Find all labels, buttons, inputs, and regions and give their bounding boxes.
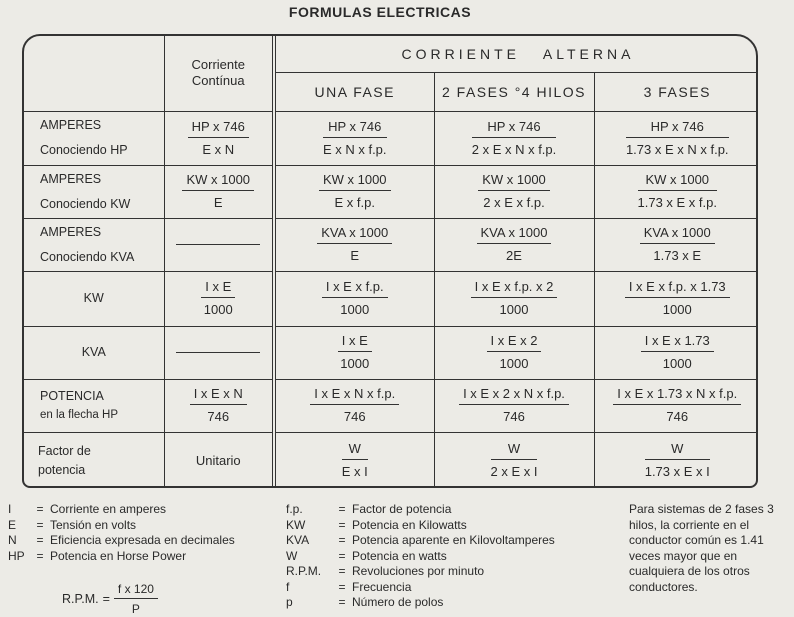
fraction-numerator: I x E x 2: [487, 332, 542, 352]
cell-cc: [164, 111, 274, 165]
row-label-line1: AMPERES: [40, 171, 102, 186]
fraction-denominator: 1.73 x E x f.p.: [637, 195, 717, 210]
row-label-line2: Conociendo KVA: [40, 249, 135, 264]
cell-cc: [164, 326, 274, 379]
fraction-numerator: W: [645, 440, 710, 460]
fraction-denominator: 1000: [340, 302, 370, 317]
header-corner: [24, 36, 164, 111]
rpm-equals: =: [102, 592, 110, 606]
legend-symbol: KW: [286, 517, 306, 532]
legend-item: [286, 564, 555, 580]
legend-description: Factor de potencia: [352, 502, 452, 516]
row-label-line1: AMPERES: [40, 118, 102, 132]
legend-description: Corriente en amperes: [50, 502, 167, 516]
legend-equals: =: [338, 517, 346, 532]
legend-symbol: R.P.M.: [286, 564, 322, 578]
header-2-fases: 2 FASES °4 HILOS: [434, 72, 594, 111]
legend-item: [286, 518, 555, 534]
legend-equals: =: [338, 533, 346, 547]
legend-description: Potencia aparente en Kilovoltamperes: [352, 533, 555, 547]
cell-2-fases: [434, 326, 594, 379]
row-label: [24, 165, 164, 218]
header-cc-line2: Contínua: [191, 73, 245, 89]
legend-middle: [286, 502, 555, 611]
header-corriente-alterna: CORRIENTE ALTERNA: [274, 36, 758, 72]
header-corriente-continua: [164, 36, 274, 111]
row-label-line1: Factor de: [38, 443, 91, 458]
fraction-denominator: 1000: [662, 302, 692, 317]
table-row: [24, 379, 758, 432]
legend-equals: =: [338, 595, 346, 609]
page-title: FORMULAS ELECTRICAS: [288, 4, 472, 20]
cell-cc: Unitario: [164, 432, 274, 488]
cell-una-fase: [274, 432, 434, 488]
fraction-denominator: E x N: [202, 141, 235, 157]
rpm-label: R.P.M.: [62, 592, 99, 606]
table-row: [24, 218, 758, 271]
legend-equals: =: [36, 502, 44, 516]
row-label-line2: en la flecha HP: [40, 408, 118, 421]
fraction-denominator: 2 x E x I: [490, 464, 538, 480]
cell-3-fases: [594, 326, 758, 379]
fraction-denominator: 746: [666, 409, 689, 424]
fraction-denominator: E x N x f.p.: [322, 141, 387, 157]
row-label-line2: Conociendo KW: [40, 196, 131, 211]
legend-description: Potencia en Kilowatts: [352, 517, 467, 532]
table-row: [24, 111, 758, 165]
legend-item: [286, 502, 555, 518]
fraction-denominator: 1.73 x E x I: [644, 464, 710, 480]
cell-3-fases: [594, 111, 758, 165]
fraction-denominator: 1.73 x E x N x f.p.: [625, 141, 729, 157]
cell-3-fases: [594, 379, 758, 432]
legend-symbol: W: [286, 548, 298, 563]
legend-equals: =: [36, 517, 44, 532]
cell-2-fases: [434, 379, 594, 432]
fraction-numerator: W: [342, 440, 368, 460]
cell-una-fase: [274, 271, 434, 326]
fraction-numerator: HP x 746: [626, 118, 729, 138]
legend-description: Frecuencia: [352, 579, 412, 594]
fraction-numerator: KW x 1000: [478, 171, 550, 191]
cell-3-fases: [594, 165, 758, 218]
cell-3-fases: [594, 218, 758, 271]
fraction-denominator: 1000: [203, 302, 233, 317]
legend-item: [286, 549, 555, 565]
legend-item: [286, 595, 555, 611]
row-label-line2: potencia: [38, 462, 86, 477]
fraction-numerator: HP x 746: [323, 118, 387, 138]
fraction-numerator: I x E x N: [190, 385, 247, 405]
legend-item: [8, 549, 235, 565]
legend-item: [286, 580, 555, 596]
legend-equals: =: [338, 502, 346, 516]
fraction-denominator: 1000: [340, 356, 370, 371]
empty-dash: [176, 243, 260, 245]
cell-una-fase: [274, 218, 434, 271]
legend-left: [8, 502, 235, 564]
empty-dash: [176, 351, 260, 353]
row-label: [24, 111, 164, 165]
legend-item: [8, 518, 235, 534]
fraction-denominator: 1000: [662, 356, 692, 371]
fraction-numerator: I x E: [338, 332, 372, 352]
cell-cc: [164, 218, 274, 271]
fraction-denominator: E: [350, 248, 360, 263]
header-cc-line1: Corriente: [191, 57, 245, 73]
fraction-denominator: 746: [343, 409, 366, 424]
legend-description: Número de polos: [352, 595, 444, 609]
fraction-numerator: I x E x N x f.p.: [310, 385, 399, 405]
fraction-denominator: E: [213, 195, 223, 210]
fraction-denominator: 746: [207, 409, 230, 424]
legend-item: [286, 533, 555, 549]
row-label: [24, 218, 164, 271]
fraction-numerator: KVA x 1000: [477, 224, 552, 244]
fraction-numerator: I x E x f.p. x 1.73: [625, 278, 730, 298]
fraction-denominator: 1000: [499, 302, 529, 317]
table-row: [24, 271, 758, 326]
legend-symbol: f.p.: [286, 502, 303, 516]
legend-item: [8, 502, 235, 518]
fraction-denominator: 2 x E x f.p.: [483, 195, 545, 210]
cell-una-fase: [274, 326, 434, 379]
fraction-numerator: KW x 1000: [638, 171, 718, 191]
legend-item: [8, 533, 235, 549]
fraction-numerator: I x E x 1.73: [641, 332, 714, 352]
fraction-numerator: I x E x f.p. x 2: [471, 278, 558, 298]
legend-symbol: KVA: [286, 533, 310, 547]
cell-una-fase: [274, 379, 434, 432]
row-label: [24, 326, 164, 379]
fraction-numerator: I x E x 2 x N x f.p.: [459, 385, 569, 405]
legend-symbol: HP: [8, 548, 25, 563]
fraction-denominator: 1000: [499, 356, 529, 371]
table-row: [24, 432, 758, 488]
row-label-line1: AMPERES: [40, 224, 102, 239]
cell-3-fases: [594, 432, 758, 488]
legend-equals: =: [338, 548, 346, 563]
cell-una-fase: [274, 111, 434, 165]
row-label-line1: KW: [83, 291, 104, 305]
fraction-denominator: E x f.p.: [334, 195, 375, 210]
legend-description: Potencia en watts: [352, 548, 447, 563]
cell-3-fases: [594, 271, 758, 326]
cell-2-fases: [434, 111, 594, 165]
fraction-numerator: I x E: [201, 278, 235, 298]
legend-description: Revoluciones por minuto: [352, 564, 485, 578]
fraction-denominator: 2E: [506, 248, 522, 263]
legend-symbol: I: [8, 502, 12, 516]
cell-cc: [164, 165, 274, 218]
legend-symbol: E: [8, 517, 17, 532]
row-label: [24, 379, 164, 432]
fraction-denominator: 746: [503, 409, 525, 424]
fraction-numerator: KVA x 1000: [640, 224, 715, 244]
fraction-numerator: W: [491, 440, 538, 460]
fraction-numerator: I x E x f.p.: [322, 278, 388, 298]
cell-2-fases: [434, 165, 594, 218]
legend-equals: =: [36, 548, 44, 563]
table-row: [24, 165, 758, 218]
header-una-fase: UNA FASE: [274, 72, 434, 111]
legend-symbol: f: [286, 579, 290, 594]
note-text: Para sistemas de 2 fases 3 hilos, la corriente en el conductor común es 1.41 veces mayor que en cualquiera de los otros conductores.: [629, 502, 774, 594]
fraction-numerator: KW x 1000: [182, 171, 254, 191]
legend-description: Potencia en Horse Power: [50, 548, 187, 563]
fraction-denominator: 2 x E x N x f.p.: [471, 141, 557, 157]
row-label-line1: POTENCIA: [40, 388, 104, 403]
fraction-denominator: E x I: [341, 464, 368, 480]
rpm-formula: [62, 582, 158, 616]
row-label: [24, 271, 164, 326]
row-label-line2: Conociendo HP: [40, 143, 128, 157]
cell-cc: [164, 271, 274, 326]
legend-symbol: N: [8, 533, 17, 547]
row-label-line1: KVA: [81, 345, 106, 359]
formulas-table: [22, 34, 758, 488]
table-row: [24, 326, 758, 379]
fraction-numerator: KW x 1000: [319, 171, 391, 191]
cell-2-fases: [434, 218, 594, 271]
fraction-denominator: 1.73 x E: [653, 248, 702, 263]
fraction-numerator: I x E x 1.73 x N x f.p.: [613, 385, 741, 405]
header-3-fases: 3 FASES: [594, 72, 758, 111]
cell-cc: [164, 379, 274, 432]
fraction-numerator: f x 120: [114, 582, 158, 599]
legend-equals: =: [338, 579, 346, 594]
fraction-numerator: KVA x 1000: [317, 224, 392, 244]
cell-2-fases: [434, 432, 594, 488]
fraction-numerator: HP x 746: [472, 118, 557, 138]
fraction-numerator: HP x 746: [188, 118, 249, 138]
cell-2-fases: [434, 271, 594, 326]
cell-una-fase: [274, 165, 434, 218]
fraction-denominator: P: [131, 602, 140, 616]
legend-symbol: p: [286, 595, 293, 609]
legend-equals: =: [36, 533, 44, 547]
legend-description: Tensión en volts: [50, 517, 137, 532]
legend-description: Eficiencia expresada en decimales: [50, 533, 235, 547]
legend-equals: =: [338, 564, 346, 578]
row-label: [24, 432, 164, 488]
